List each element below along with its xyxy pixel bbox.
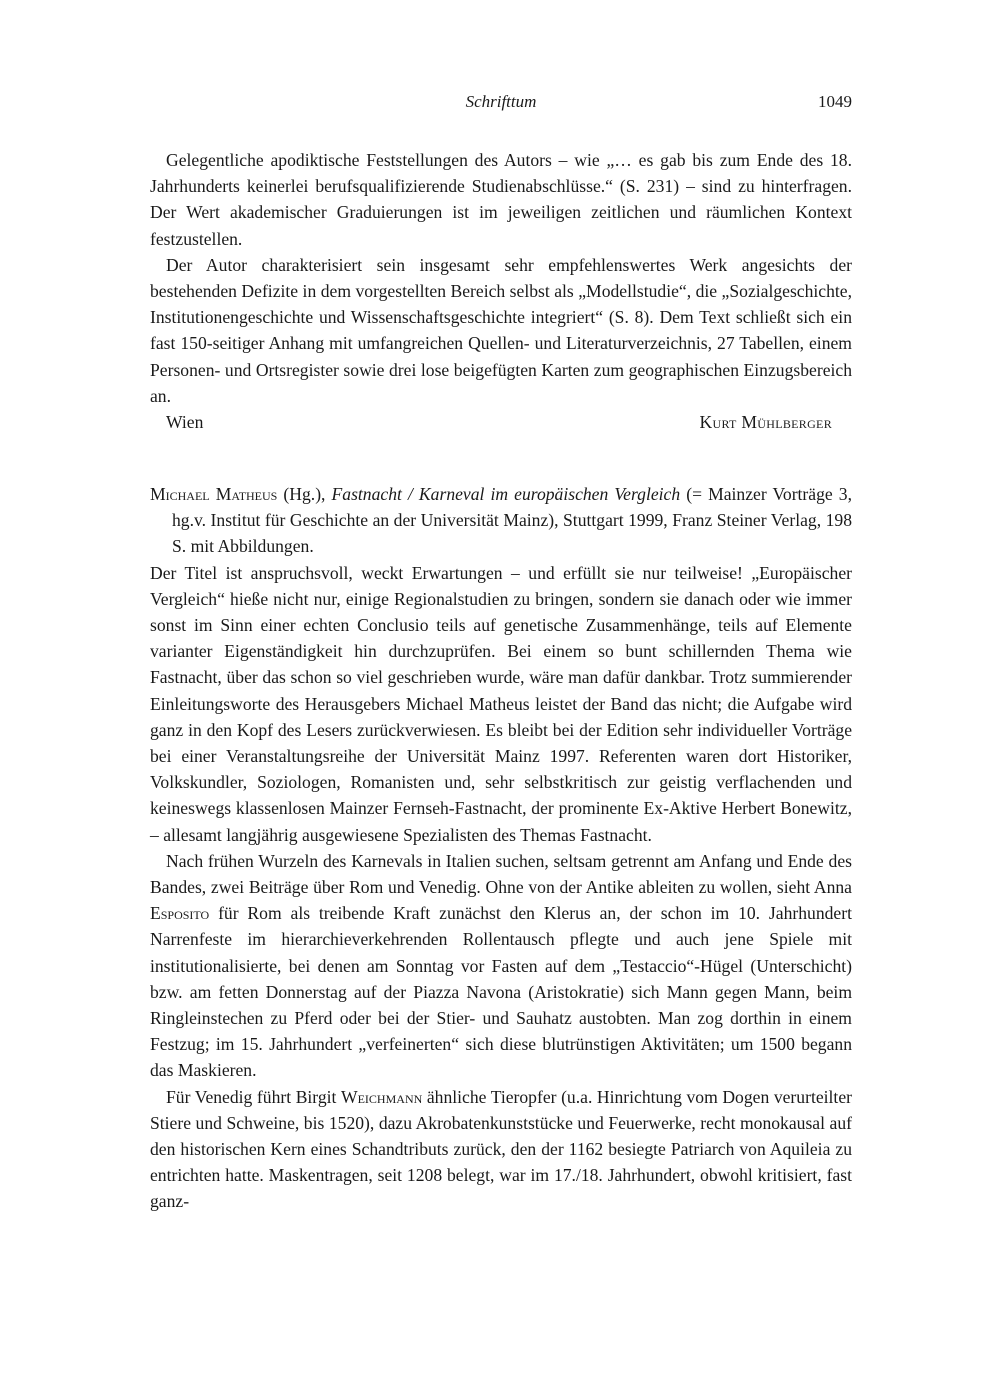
paragraph — [150, 1084, 852, 1215]
paragraph: Gelegentliche apodiktische Feststellungen des Autors – wie „… es gab bis zum Ende des 18. Jahrhunderts keinerlei berufsqualifizierende Studienabschlüsse.“ (S. 231) – sind zu hinterfragen. Der Wert akademischer Graduierungen ist im jeweiligen zeitlichen und räumlichen Kontext festzustellen. — [150, 150, 852, 249]
citation-editor-suffix: (Hg.), — [277, 484, 332, 504]
paragraph — [150, 848, 852, 1084]
review-entry — [150, 481, 852, 1215]
signoff-place: Wien — [166, 412, 204, 433]
citation-editor: Michael Matheus — [150, 484, 278, 504]
paragraph-text: für Rom als treibende Kraft zunächst den Klerus an, der schon im 10. Jahrhundert Narrenfeste im hierarchieverkehrenden Rollentausch pflegte und auch jene Spiele mit institutionalisierte, bei denen am Sonntag vor Fasten auf dem „Testaccio“-Hügel (Unterschicht) bzw. am fetten Donnerstag auf der Piazza Navona (Aristokratie) sich Mann gegen Mann, beim Ringleinstechen zu Pferd oder bei der Stier- und Sauhatz austobten. Man zog dorthin in einem Festzug; im 15. Jahrhundert „verfeinerten“ sich diese blutrünstigen Aktivitäten; um 1500 begann das Maskieren. — [150, 903, 852, 1081]
running-title: Schrifttum — [465, 92, 537, 111]
review-signoff — [150, 409, 852, 435]
citation-title: Fastnacht / Karneval im europäischen Vergleich — [331, 484, 681, 504]
review-continuation — [150, 147, 852, 435]
page-number: 1049 — [818, 92, 852, 111]
paragraph: Der Titel ist anspruchsvoll, weckt Erwartungen – und erfüllt sie nur teilweise! „Europäischer Vergleich“ hieße nicht nur, einige Regionalstudien zu bringen, sondern sie danach oder wie immer sonst im Sinn einer echten Conclusio teils auf genetische Zusammenhänge, teils auf Elemente varianter Eigenständigkeit hin durchzuprüfen. Bei einem so bunt schillernden Thema wie Fastnacht, über das schon so viel geschrieben wurde, wäre man dafür dankbar. Trotz summierender Einleitungsworte des Herausgebers Michael Matheus leistet der Band das nicht; die Aufgabe wird ganz in den Kopf des Lesers zurückverwiesen. Es bleibt bei der Edition sehr individueller Vorträge bei einer Veranstaltungsreihe der Universität Mainz 1997. Referenten waren dort Historiker, Volkskundler, Soziologen, Romanisten und, sehr selbstkritisch zur geistig verflachenden und keineswegs klassenlosen Mainzer Fernseh-Fastnacht, der prominente Ex-Aktive Herbert Bonewitz, – allesamt langjährig ausgewiesene Spezialisten des Themas Fastnacht. — [150, 562, 852, 845]
bibliographic-citation — [150, 481, 852, 560]
running-head — [150, 92, 852, 122]
reviewer-name: Kurt Mühlberger — [699, 412, 832, 433]
author-name: Esposito — [150, 903, 210, 924]
paragraph-text: Nach frühen Wurzeln des Karnevals in Italien suchen, seltsam getrennt am Anfang und Ende des Bandes, zwei Beiträge über Rom und Venedig. Ohne von der Antike ableiten zu wollen, sieht Anna — [150, 850, 852, 898]
paragraph-text: ähnliche Tieropfer (u.a. Hinrichtung vom Dogen verurteilter Stiere und Schweine, bis 1520), dazu Akrobatenkunststücke und Feuerwerke, recht monokausal auf den historischen Kern eines Schandtributs zurück, den der 1162 besiegte Patriarch von Aquileia zu entrichten hatte. Maskentragen, seit 1208 belegt, war im 17./18. Jahrhundert, obwohl kritisiert, fast ganz- — [150, 1086, 852, 1212]
author-name: Weichmann — [341, 1086, 423, 1107]
paragraph: Der Autor charakterisiert sein insgesamt sehr empfehlenswertes Werk angesichts der bestehenden Defizite in dem vorgestellten Bereich selbst als „Modellstudie“, die „Sozialgeschichte, Institutionengeschichte und Wissenschaftsgeschichte integriert“ (S. 8). Dem Text schließt sich ein fast 150-seitiger Anhang mit umfangreichen Quellen- und Literaturverzeichnis, 27 Tabellen, einem Personen- und Ortsregister sowie drei lose beigefügten Karten zum geographischen Einzugsbereich an. — [150, 254, 852, 406]
citation-details: (= Mainzer Vorträge 3, hg.v. Institut für Geschichte an der Universität Mainz), Stuttgart 1999, Franz Steiner Verlag, 198 S. mit Abbildungen. — [172, 484, 852, 557]
paragraph-text: Für Venedig führt Birgit — [166, 1086, 341, 1107]
